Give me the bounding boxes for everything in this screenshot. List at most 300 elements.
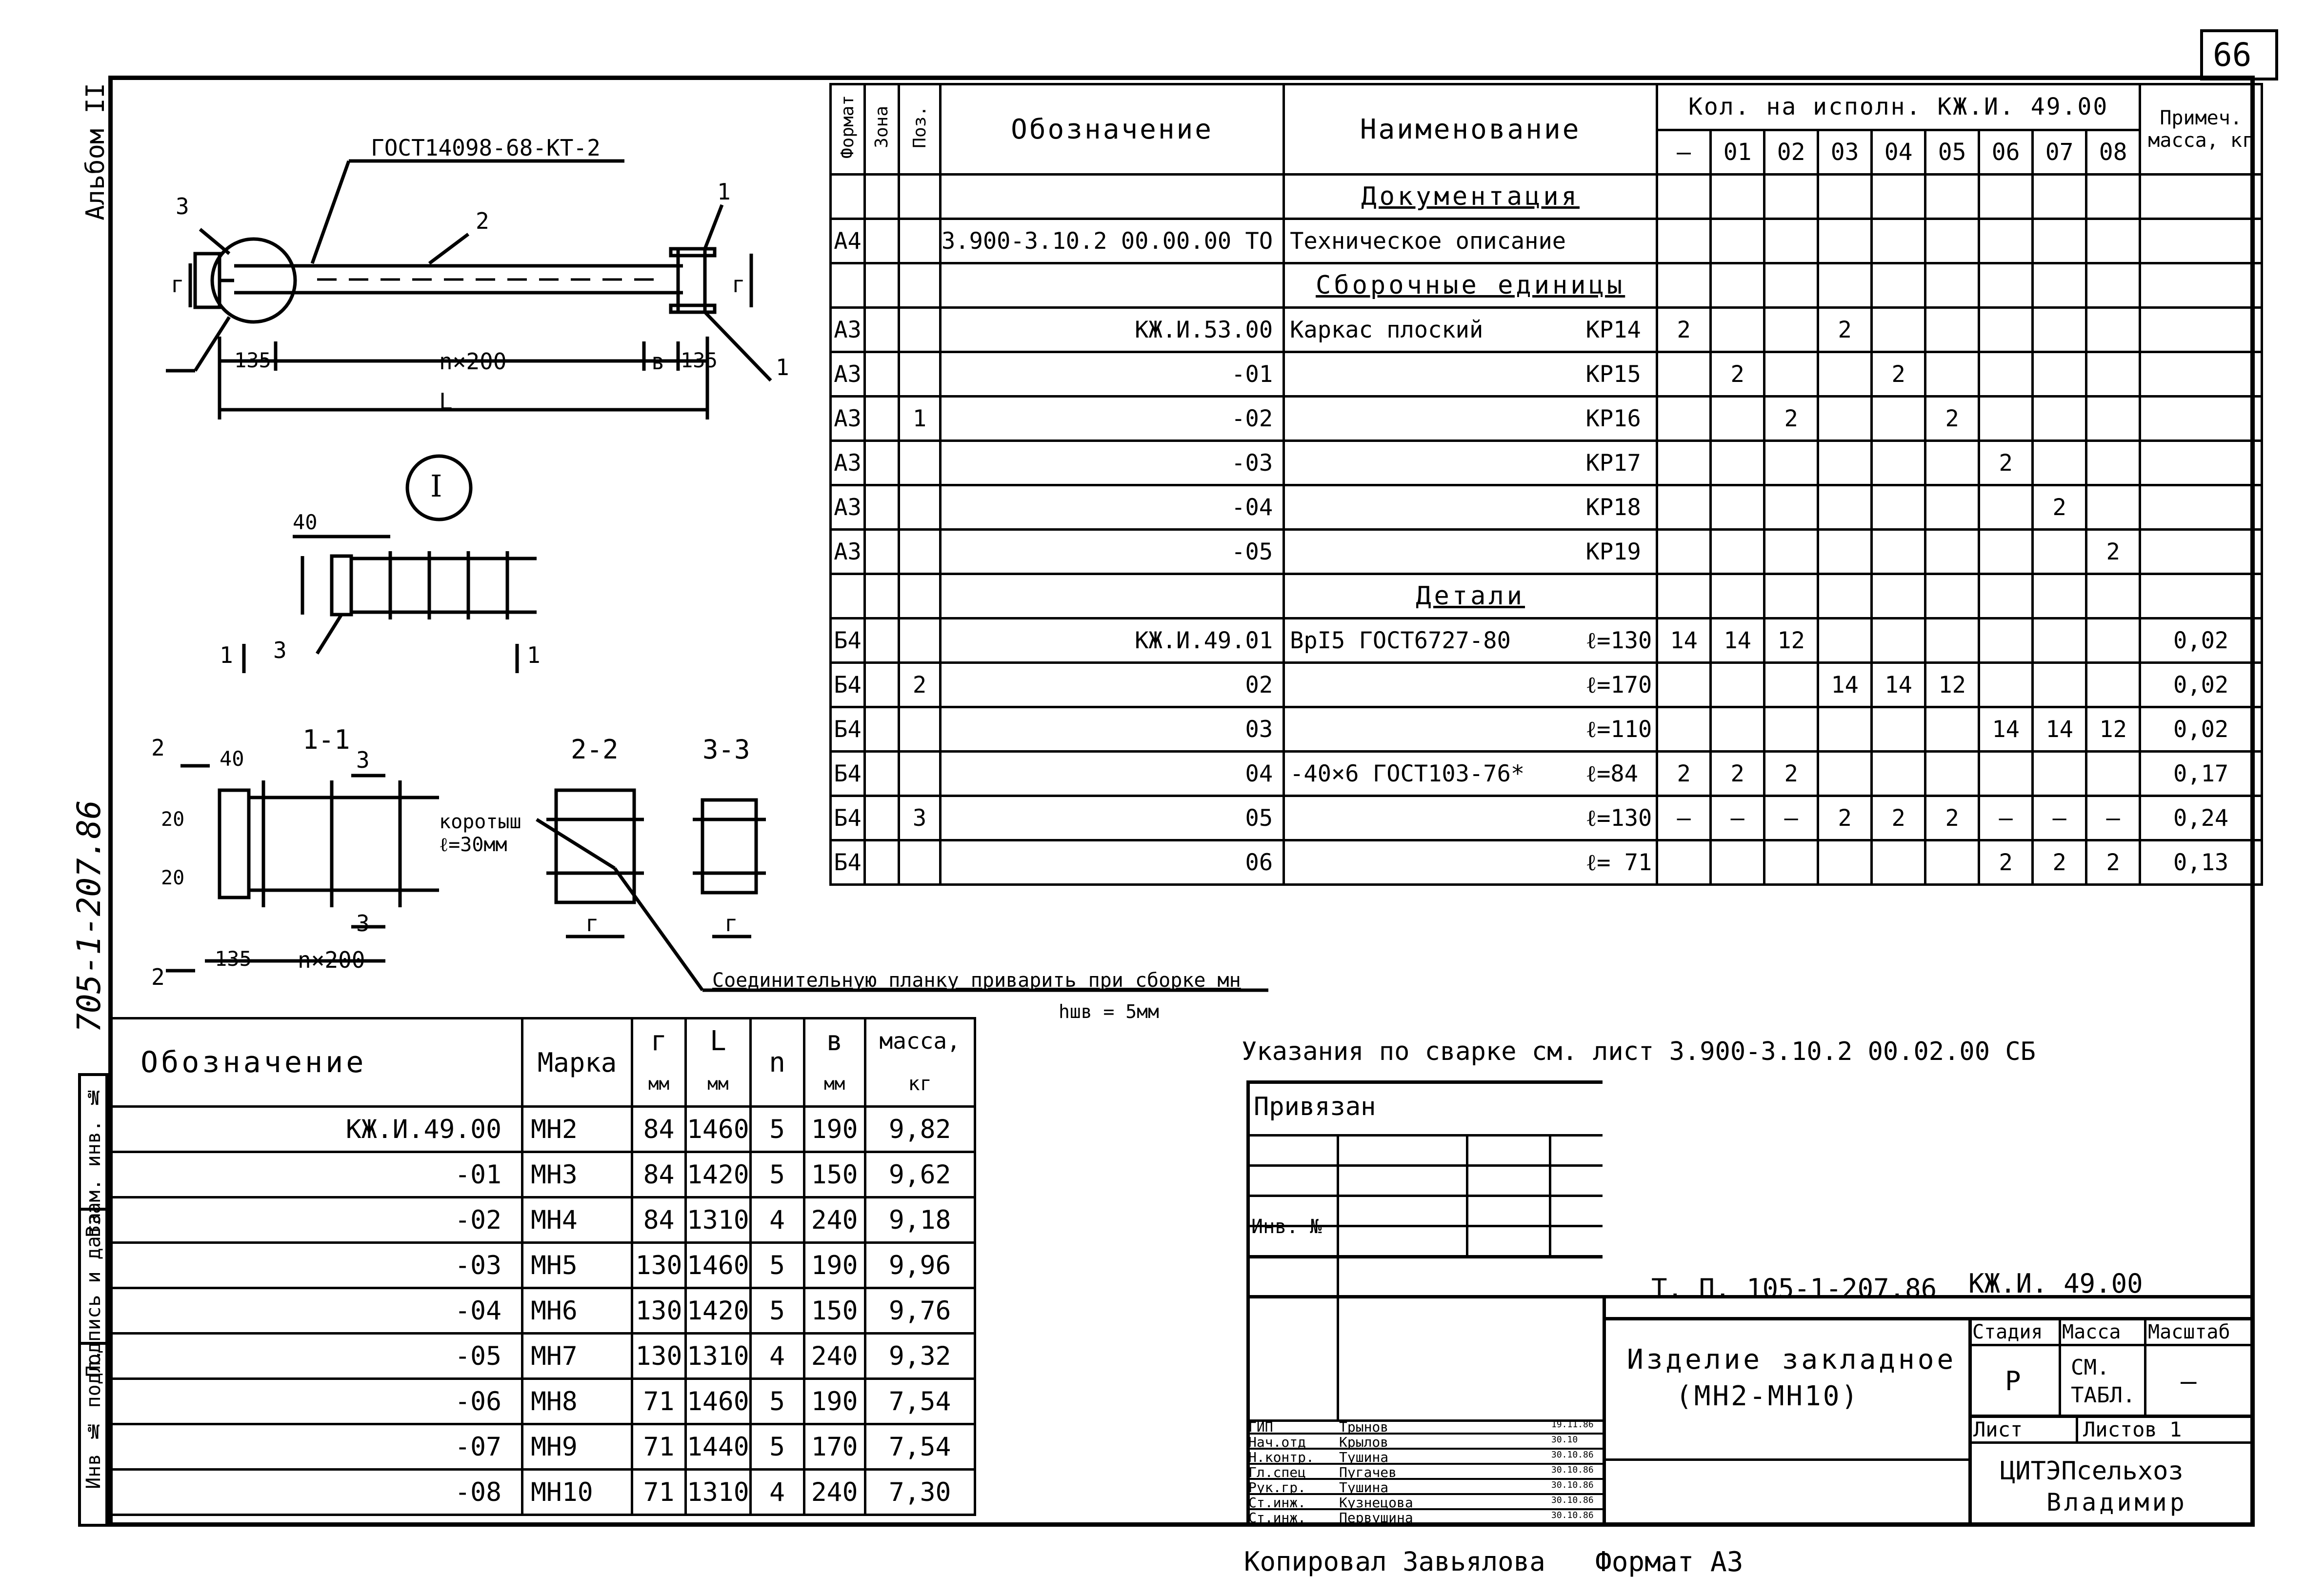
spec-designation: -05 [941, 530, 1284, 574]
mtab-h-designation: Обозначение [111, 1018, 522, 1107]
mtab-mark: МН9 [522, 1424, 632, 1470]
spec-qty [1872, 441, 1925, 485]
mtab-mass: 7,30 [865, 1470, 975, 1515]
spec-zone [865, 308, 899, 352]
spec-format: Б4 [831, 707, 865, 752]
spec-name: ВрI5 ГОСТ6727-80 [1284, 618, 1581, 663]
footer-copied: Копировал Завьялова [1244, 1546, 1545, 1577]
mtab-h-mass: масса, [865, 1018, 975, 1063]
spec-qty [1764, 308, 1818, 352]
stamp-person-name: Кузнецова [1339, 1495, 1413, 1511]
spec-name [1284, 663, 1581, 707]
weld-instruction: Указания по сварке см. лист 3.900-3.10.2 00.02.00 СБ [1242, 1037, 2036, 1066]
spec-qty [1764, 485, 1818, 530]
node-I: I [430, 468, 442, 504]
spec-format: А3 [831, 530, 865, 574]
mtab-n: 5 [750, 1424, 804, 1470]
spec-qty [1872, 219, 1925, 263]
section-2-2: 2-2 [571, 734, 619, 765]
mtab-mass: 7,54 [865, 1379, 975, 1424]
spec-qty [1925, 618, 1979, 663]
mtab-h-L-unit: мм [686, 1062, 751, 1107]
spec-qty [1657, 397, 1711, 441]
specification-table [829, 83, 2263, 886]
mtab-g: 84 [632, 1152, 686, 1197]
weld-note: Соединительную планку приварить при сборке мн [712, 969, 1241, 992]
spec-note [2140, 397, 2262, 441]
section-1-1: 1-1 [302, 724, 350, 755]
spec-h-pos: Поз. [909, 106, 930, 148]
spec-qty [1657, 530, 1711, 574]
mtab-h-n: n [750, 1018, 804, 1107]
spec-qty [1979, 530, 2033, 574]
spec-format: Б4 [831, 840, 865, 885]
mtab-g: 84 [632, 1107, 686, 1152]
mtab-mark: МН10 [522, 1470, 632, 1515]
mtab-b: 240 [804, 1197, 865, 1243]
spec-designation: -03 [941, 441, 1284, 485]
spec-qty [2086, 441, 2140, 485]
mtab-L: 1310 [686, 1334, 751, 1379]
mtab-mark: МН2 [522, 1107, 632, 1152]
sec22-dim-G: г [585, 910, 599, 937]
spec-suffix: ℓ=110 [1581, 707, 1657, 752]
side-code: 705-1-207.86 [70, 800, 108, 1033]
spec-suffix: КР19 [1581, 530, 1657, 574]
shorts-label: коротыш [439, 811, 521, 833]
spec-qty: 2 [2086, 840, 2140, 885]
mtab-b: 240 [804, 1334, 865, 1379]
mtab-row [111, 1424, 975, 1470]
dim-n200: n×200 [439, 348, 507, 375]
album-label: Альбом II [81, 83, 110, 220]
spec-zone [865, 352, 899, 397]
sec-dim-40: 40 [220, 747, 244, 771]
mtab-designation: -02 [111, 1197, 522, 1243]
node-mark-1-left: 1 [220, 642, 233, 668]
spec-qty [1872, 707, 1925, 752]
stamp-person-date: 30.10.86 [1551, 1465, 1594, 1475]
spec-pos [899, 219, 941, 263]
sec-dim-20-top: 20 [161, 808, 185, 831]
mtab-g: 130 [632, 1243, 686, 1288]
stamp-person-name: Первушина [1339, 1510, 1413, 1526]
stamp-person-role: Ст.инж. [1248, 1495, 1306, 1511]
spec-name [1284, 796, 1581, 840]
spec-note [2140, 441, 2262, 485]
spec-qty [1818, 530, 1872, 574]
spec-name [1284, 352, 1581, 397]
spec-qty [1925, 352, 1979, 397]
spec-qty: 12 [1925, 663, 1979, 707]
spec-name [1284, 707, 1581, 752]
spec-qty [1818, 752, 1872, 796]
spec-qty [1818, 707, 1872, 752]
spec-qty [1711, 441, 1764, 485]
spec-qty: 14 [1979, 707, 2033, 752]
spec-name: Каркас плоский [1284, 308, 1581, 352]
sec-mark-2-top: 2 [151, 735, 165, 761]
sheet-number: 66 [2213, 36, 2252, 74]
spec-qty [1872, 840, 1925, 885]
spec-suffix: ℓ=170 [1581, 663, 1657, 707]
spec-qty [1872, 618, 1925, 663]
stamp-org-2: Владимир [2046, 1488, 2187, 1516]
spec-pos [899, 618, 941, 663]
spec-qty [1711, 663, 1764, 707]
stamp-scale: — [2181, 1366, 2197, 1396]
spec-qty [1764, 663, 1818, 707]
mtab-n: 4 [750, 1197, 804, 1243]
stamp-doc: КЖ.И. 49.00 [1968, 1268, 2143, 1299]
stamp-person-role: Нач.отд [1248, 1434, 1306, 1450]
mtab-designation: -04 [111, 1288, 522, 1334]
shorts-len: ℓ=30мм [439, 834, 507, 856]
spec-qty: 2 [1979, 840, 2033, 885]
mtab-designation: -07 [111, 1424, 522, 1470]
mtab-mass: 9,82 [865, 1107, 975, 1152]
spec-qty: 2 [1872, 796, 1925, 840]
stamp-privyazan: Привязан [1254, 1092, 1376, 1121]
spec-designation: -04 [941, 485, 1284, 530]
spec-qty: 2 [2033, 840, 2086, 885]
strip-inv: Инв № подл. [82, 1349, 105, 1489]
spec-pos [899, 840, 941, 885]
spec-qty [2033, 530, 2086, 574]
spec-qty: — [1764, 796, 1818, 840]
spec-suffix: ℓ=84 [1581, 752, 1657, 796]
spec-qty [2086, 308, 2140, 352]
spec-row [831, 397, 2262, 441]
spec-name [1284, 397, 1581, 441]
spec-format: А3 [831, 397, 865, 441]
stamp-code: Т. П. 105-1-207.86 [1651, 1273, 1937, 1304]
section-3-3: 3-3 [702, 734, 750, 765]
spec-section-title: Сборочные единицы [1284, 263, 1657, 308]
mtab-n: 5 [750, 1379, 804, 1424]
spec-h-name: Наименование [1284, 84, 1657, 175]
spec-qty: 2 [1818, 308, 1872, 352]
spec-qty [1872, 308, 1925, 352]
spec-qty [1711, 397, 1764, 441]
mtab-mass: 9,18 [865, 1197, 975, 1243]
weld-h: hшв = 5мм [1059, 1001, 1159, 1022]
spec-row [831, 663, 2262, 707]
spec-qty [1818, 485, 1872, 530]
spec-qty [1711, 219, 1764, 263]
mtab-row [111, 1107, 975, 1152]
spec-qty: 2 [1872, 352, 1925, 397]
stamp-title-2: (МН2-МН10) [1676, 1380, 1860, 1412]
callout-2: 2 [476, 208, 489, 234]
spec-qty [1818, 441, 1872, 485]
spec-note: 0,17 [2140, 752, 2262, 796]
spec-qty [1872, 485, 1925, 530]
mtab-mass: 9,96 [865, 1243, 975, 1288]
spec-zone [865, 752, 899, 796]
spec-qty [2033, 308, 2086, 352]
spec-suffix: ℓ=130 [1581, 796, 1657, 840]
stamp-person-date: 30.10.86 [1551, 1495, 1594, 1505]
mtab-g: 84 [632, 1197, 686, 1243]
spec-qty [2033, 663, 2086, 707]
spec-pos [899, 352, 941, 397]
spec-qty: — [2086, 796, 2140, 840]
spec-designation: -02 [941, 397, 1284, 441]
sec-dim-n200: n×200 [298, 947, 365, 973]
spec-note: 0,24 [2140, 796, 2262, 840]
mtab-h-g: г [632, 1018, 686, 1063]
spec-qty [1764, 840, 1818, 885]
spec-pos: 2 [899, 663, 941, 707]
mtab-mass: 9,76 [865, 1288, 975, 1334]
spec-qty [1925, 707, 1979, 752]
spec-h-note: Примеч. масса, кг [2140, 84, 2262, 175]
spec-qty [1818, 352, 1872, 397]
stamp-person-row [1246, 1465, 1603, 1480]
strip-sign: Подпись и дата [82, 1213, 105, 1377]
spec-qty [1764, 441, 1818, 485]
spec-qty [1764, 352, 1818, 397]
spec-qty [1979, 752, 2033, 796]
spec-qty [2033, 618, 2086, 663]
mtab-n: 5 [750, 1152, 804, 1197]
stamp-person-role: Н.контр. [1248, 1449, 1314, 1465]
spec-note [2140, 485, 2262, 530]
strip-replace: Взам. инв. № [82, 1086, 105, 1237]
mtab-b: 150 [804, 1288, 865, 1334]
spec-qty [1711, 840, 1764, 885]
dim-135-right: 135 [681, 348, 718, 372]
spec-name [1284, 840, 1581, 885]
stamp-stage: Р [2005, 1366, 2021, 1396]
spec-section-row [831, 574, 2262, 618]
spec-qty [1925, 219, 1979, 263]
spec-qty: 2 [1764, 397, 1818, 441]
spec-format: Б4 [831, 752, 865, 796]
mtab-b: 170 [804, 1424, 865, 1470]
mtab-row [111, 1243, 975, 1288]
spec-qty [1657, 352, 1711, 397]
spec-qty [1979, 485, 2033, 530]
spec-row [831, 707, 2262, 752]
spec-designation: 06 [941, 840, 1284, 885]
mtab-row [111, 1152, 975, 1197]
stamp-person-row [1246, 1480, 1603, 1495]
sec33-dim-G: г [724, 910, 738, 937]
spec-qty [1657, 663, 1711, 707]
spec-qty: 2 [1925, 397, 1979, 441]
mtab-mark: МН5 [522, 1243, 632, 1288]
mtab-h-b-unit: мм [804, 1062, 865, 1107]
spec-qty [1925, 840, 1979, 885]
spec-suffix: КР16 [1581, 397, 1657, 441]
mtab-h-b: в [804, 1018, 865, 1063]
spec-qty [2033, 441, 2086, 485]
dim-40-node: 40 [293, 510, 318, 534]
spec-qty: 2 [1657, 752, 1711, 796]
spec-qty [1657, 840, 1711, 885]
mtab-row [111, 1288, 975, 1334]
spec-qty-col-1: 01 [1711, 130, 1764, 175]
spec-section-title: Детали [1284, 574, 1657, 618]
spec-qty-col-5: 05 [1925, 130, 1979, 175]
spec-qty [2086, 352, 2140, 397]
mtab-L: 1310 [686, 1470, 751, 1515]
spec-qty: 14 [2033, 707, 2086, 752]
spec-qty [1818, 618, 1872, 663]
stamp-people [1246, 1419, 1603, 1527]
spec-zone [865, 485, 899, 530]
mtab-b: 150 [804, 1152, 865, 1197]
mtab-mass: 9,32 [865, 1334, 975, 1379]
mtab-designation: КЖ.И.49.00 [111, 1107, 522, 1152]
mtab-h-g-unit: мм [632, 1062, 686, 1107]
spec-pos [899, 441, 941, 485]
spec-qty: — [1711, 796, 1764, 840]
mtab-h-mark: Марка [522, 1018, 632, 1107]
spec-pos [899, 707, 941, 752]
spec-designation: КЖ.И.49.01 [941, 618, 1284, 663]
spec-qty: 14 [1711, 618, 1764, 663]
mtab-h-L: L [686, 1018, 751, 1063]
callout-3: 3 [176, 193, 189, 219]
dim-G-right: г [732, 271, 745, 298]
spec-qty [1979, 397, 2033, 441]
spec-qty-col-6: 06 [1979, 130, 2033, 175]
spec-section-title: Документация [1284, 175, 1657, 219]
mtab-g: 71 [632, 1379, 686, 1424]
stamp-person-row [1246, 1450, 1603, 1465]
sec-dim-20-bottom: 20 [161, 867, 185, 889]
mtab-L: 1420 [686, 1288, 751, 1334]
spec-qty [1818, 840, 1872, 885]
spec-format: Б4 [831, 663, 865, 707]
spec-qty: 2 [1764, 752, 1818, 796]
spec-suffix: ℓ=130 [1581, 618, 1657, 663]
spec-zone [865, 441, 899, 485]
spec-row [831, 840, 2262, 885]
spec-note: 0,02 [2140, 663, 2262, 707]
mtab-row [111, 1197, 975, 1243]
stamp-person-date: 30.10.86 [1551, 1510, 1594, 1520]
spec-qty [1925, 485, 1979, 530]
spec-qty-col-3: 03 [1818, 130, 1872, 175]
spec-qty [1872, 397, 1925, 441]
spec-qty [1711, 707, 1764, 752]
mtab-designation: -05 [111, 1334, 522, 1379]
sec-mark-3-bottom: 3 [356, 910, 370, 937]
mtab-g: 71 [632, 1424, 686, 1470]
stamp-stage-h: Стадия [1972, 1321, 2043, 1343]
mtab-designation: -06 [111, 1379, 522, 1424]
stamp-scale-h: Масштаб [2148, 1321, 2230, 1343]
mtab-L: 1310 [686, 1197, 751, 1243]
mtab-row [111, 1379, 975, 1424]
spec-name: -40×6 ГОСТ103-76* [1284, 752, 1581, 796]
spec-qty: — [1979, 796, 2033, 840]
spec-qty [1818, 219, 1872, 263]
sec-mark-2-bottom: 2 [151, 964, 165, 990]
mtab-n: 5 [750, 1107, 804, 1152]
spec-qty: 14 [1872, 663, 1925, 707]
spec-format: А3 [831, 485, 865, 530]
spec-name [1284, 441, 1581, 485]
spec-qty: 2 [1979, 441, 2033, 485]
spec-qty [2033, 752, 2086, 796]
stamp-person-name: Тушина [1339, 1479, 1389, 1496]
spec-row [831, 219, 2262, 263]
spec-h-qty: Кол. на исполн. КЖ.И. 49.00 [1657, 84, 2140, 130]
spec-suffix [1581, 219, 1657, 263]
mtab-L: 1460 [686, 1107, 751, 1152]
spec-note [2140, 352, 2262, 397]
stamp-org-1: ЦИТЭПсельхоз [2000, 1456, 2184, 1486]
spec-zone [865, 707, 899, 752]
spec-qty: 12 [2086, 707, 2140, 752]
dim-G-left: г [171, 271, 184, 298]
spec-qty: 12 [1764, 618, 1818, 663]
spec-qty-col-0: – [1657, 130, 1711, 175]
spec-qty [1711, 530, 1764, 574]
spec-note: 0,02 [2140, 707, 2262, 752]
spec-zone [865, 840, 899, 885]
spec-format: А3 [831, 441, 865, 485]
spec-zone [865, 219, 899, 263]
mtab-mark: МН4 [522, 1197, 632, 1243]
spec-pos [899, 752, 941, 796]
spec-qty [1764, 707, 1818, 752]
sec-mark-3-top: 3 [356, 747, 370, 773]
spec-qty: 2 [1657, 308, 1711, 352]
spec-qty [1925, 530, 1979, 574]
spec-designation: 03 [941, 707, 1284, 752]
spec-row [831, 485, 2262, 530]
spec-pos [899, 308, 941, 352]
spec-designation: 05 [941, 796, 1284, 840]
spec-qty [1872, 530, 1925, 574]
stamp-person-role: Гл.спец [1248, 1464, 1306, 1480]
spec-qty [1657, 219, 1711, 263]
callout-1-top: 1 [717, 179, 731, 205]
mtab-designation: -08 [111, 1470, 522, 1515]
spec-qty: — [1657, 796, 1711, 840]
spec-qty: 2 [1711, 352, 1764, 397]
spec-qty [1979, 219, 2033, 263]
title-block [1246, 1080, 2255, 1527]
spec-zone [865, 530, 899, 574]
mtab-g: 130 [632, 1288, 686, 1334]
spec-qty [1764, 219, 1818, 263]
stamp-person-date: 30.10.86 [1551, 1480, 1594, 1490]
spec-designation: 02 [941, 663, 1284, 707]
spec-format: А3 [831, 308, 865, 352]
spec-qty [2033, 397, 2086, 441]
mtab-mark: МН7 [522, 1334, 632, 1379]
spec-zone [865, 618, 899, 663]
gost-label: ГОСТ14098-68-КТ-2 [371, 135, 601, 161]
spec-qty [1711, 485, 1764, 530]
spec-qty-col-8: 08 [2086, 130, 2140, 175]
spec-suffix: КР17 [1581, 441, 1657, 485]
stamp-person-role: Рук.гр. [1248, 1479, 1306, 1496]
spec-qty [1657, 441, 1711, 485]
mtab-b: 190 [804, 1379, 865, 1424]
spec-note: 0,02 [2140, 618, 2262, 663]
stamp-person-row [1246, 1419, 1603, 1435]
spec-h-format: Формат [838, 95, 858, 159]
mtab-designation: -01 [111, 1152, 522, 1197]
